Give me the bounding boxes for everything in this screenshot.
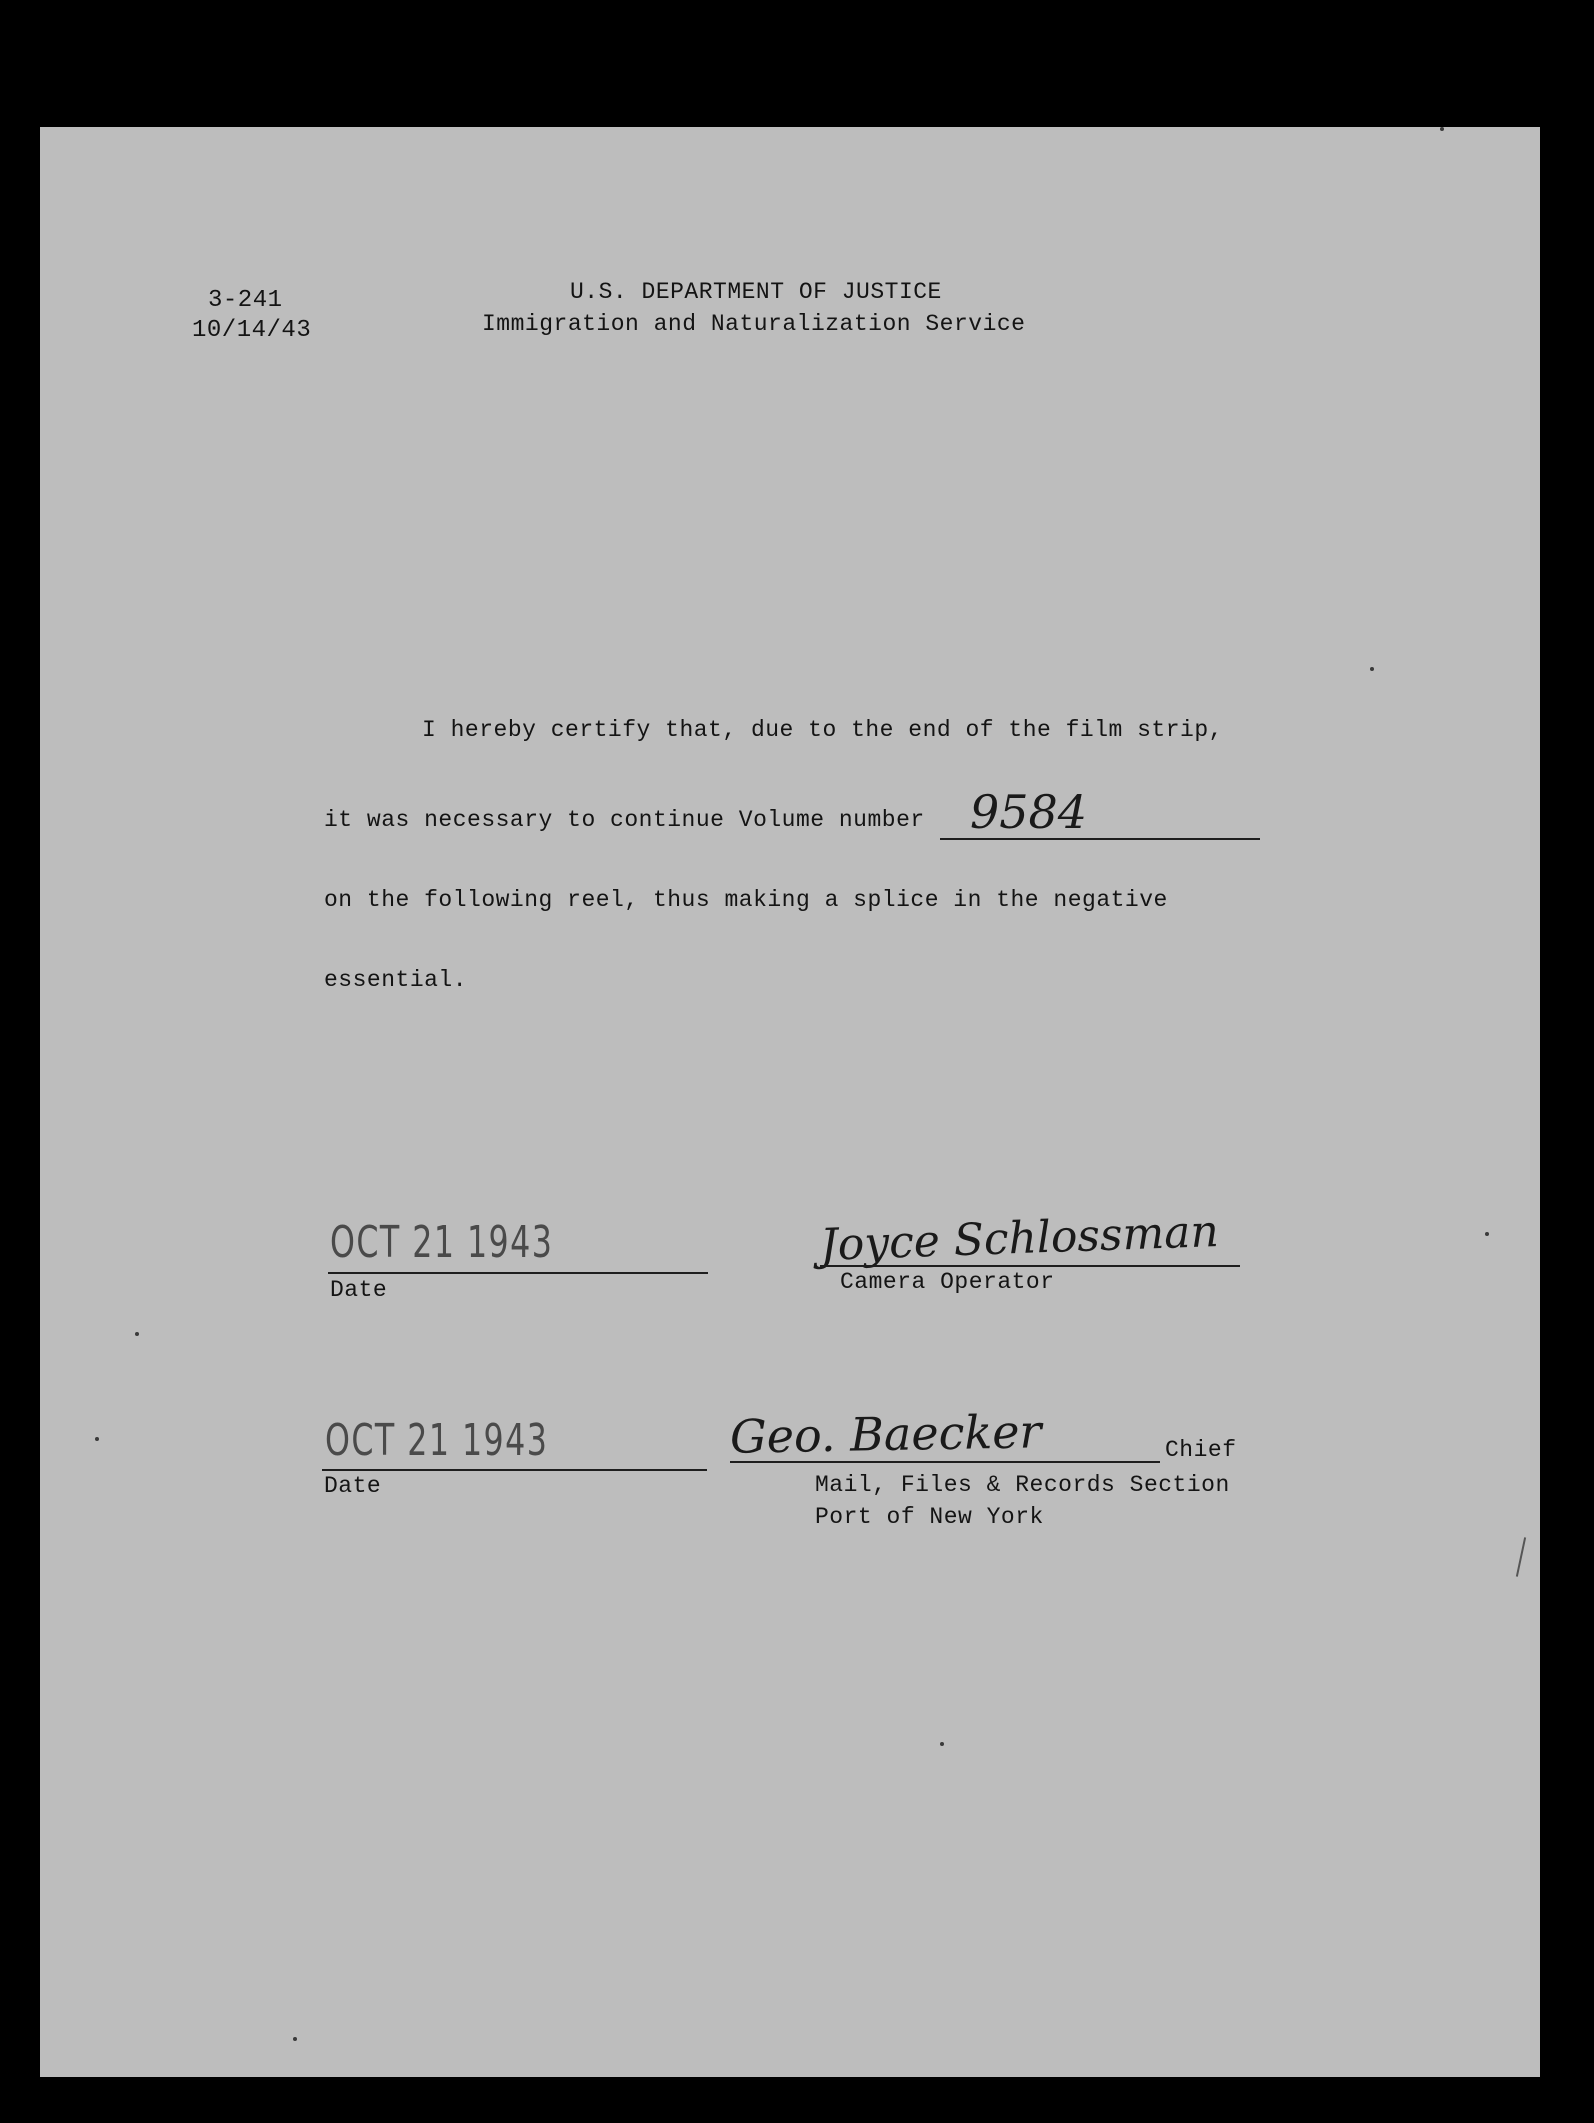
chief-title: Chief	[1165, 1437, 1237, 1463]
certification-line-3: on the following reel, thus making a splice in the negative	[324, 887, 1168, 913]
signature-underline-1	[820, 1265, 1240, 1267]
speck-mark	[293, 2037, 297, 2041]
date-stamp-1: OCT 21 1943	[330, 1217, 554, 1268]
chief-signature: Geo. Baecker	[729, 1404, 1042, 1464]
volume-number-handwritten: 9584	[970, 785, 1088, 839]
speck-mark	[135, 1332, 139, 1336]
document-page	[40, 127, 1540, 2077]
date-underline-2	[322, 1469, 707, 1471]
date-stamp-2: OCT 21 1943	[325, 1415, 549, 1466]
speck-mark	[1440, 127, 1444, 131]
camera-operator-signature: Joyce Schlossman	[819, 1206, 1220, 1271]
margin-tick-mark	[1516, 1537, 1526, 1577]
department-heading: U.S. DEPARTMENT OF JUSTICE	[570, 279, 942, 305]
speck-mark	[1485, 1232, 1489, 1236]
signature-underline-2	[730, 1461, 1160, 1463]
date-underline-1	[328, 1272, 708, 1274]
camera-operator-title: Camera Operator	[840, 1269, 1055, 1295]
service-heading: Immigration and Naturalization Service	[482, 311, 1026, 337]
chief-title-line-2: Mail, Files & Records Section	[815, 1472, 1230, 1498]
chief-title-line-3: Port of New York	[815, 1504, 1044, 1530]
certification-line-2: it was necessary to continue Volume number	[324, 807, 925, 833]
speck-mark	[940, 1742, 944, 1746]
certification-line-4: essential.	[324, 967, 468, 993]
speck-mark	[1370, 667, 1374, 671]
date-label-1: Date	[330, 1277, 388, 1303]
speck-mark	[95, 1437, 99, 1441]
form-number: 3-241	[208, 287, 283, 314]
date-label-2: Date	[324, 1473, 382, 1499]
form-date: 10/14/43	[192, 317, 312, 344]
certification-line-1: I hereby certify that, due to the end of the film strip,	[422, 717, 1223, 743]
